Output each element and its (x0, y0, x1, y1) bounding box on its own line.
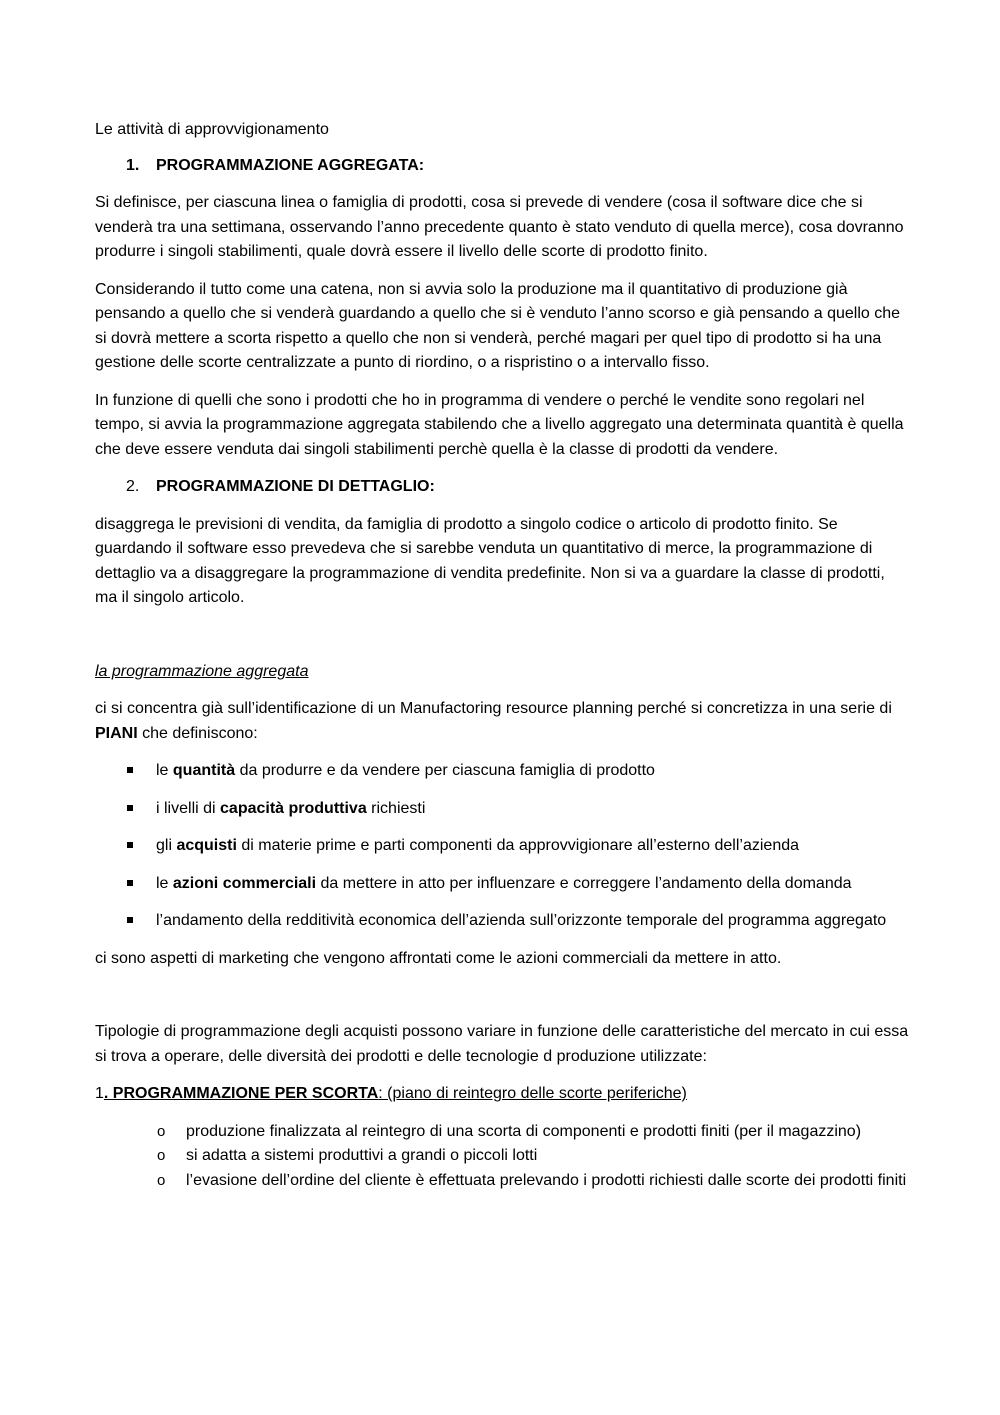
paragraph: Considerando il tutto come una catena, non si avvia solo la produzione ma il quantitativo di produzione già pensando a quello che si venderà guardando a quello che si è venduto l’anno scorso e già pensando a quello che si dovrà mettere a scorta rispetto a quello che non si venderà, perché magari per quel tipo di prodotto si ha una gestione delle scorte centralizzate a punto di riordino, o a rispristino o a intervallo fisso. (95, 280, 901, 371)
heading-number: 2. (126, 478, 140, 495)
heading-programmazione-dettaglio (95, 475, 910, 500)
bold-run: PIANI (95, 724, 138, 742)
paragraph (95, 697, 910, 746)
plans-list (95, 759, 910, 934)
scorta-list (95, 1120, 910, 1194)
section-title: la programmazione aggregata (95, 662, 309, 680)
text-run: che definiscono: (137, 724, 258, 742)
paragraph: Tipologie di programmazione degli acquisti possono variare in funzione delle caratteristiche del mercato in cui essa si trova a operare, delle diversità dei prodotti e delle tecnologie d produzione utilizzate: (95, 1023, 909, 1065)
text-run: ci si concentra già sull’identificazione di un Manufactoring resource planning perché si concretizza in una serie di (95, 700, 892, 717)
document-title: Le attività di approvvigionamento (95, 121, 329, 138)
heading-text: PROGRAMMAZIONE AGGREGATA: (156, 156, 425, 174)
paragraph: In funzione di quelli che sono i prodotti che ho in programma di vendere o perché le vendite sono regolari nel tempo, si avvia la programmazione aggregata stabilendo che a livello aggregato una determinata quantità è quella che deve essere venduta dai singoli stabilimenti perchè quella è la classe di prodotti da vendere. (95, 391, 904, 458)
list-item: o produzione finalizzata al reintegro di una scorta di componenti e prodotti finiti (per il magazzino) (95, 1120, 910, 1145)
list-item: le azioni commerciali da mettere in atto per influenzare e correggere l’andamento della domanda (95, 872, 910, 897)
list-item: gli acquisti di materie prime e parti componenti da approvvigionare all’esterno dell’azienda (95, 834, 910, 859)
list-item: le quantità da produrre e da vendere per ciascuna famiglia di prodotto (95, 759, 910, 784)
heading-programmazione-aggregata (95, 154, 910, 179)
paragraph: Si definisce, per ciascuna linea o famiglia di prodotti, cosa si prevede di vendere (cosa il software dice che si venderà tra una settimana, osservando l’anno precedente quanto è stato venduto di quella merce), cosa dovranno produrre i singoli stabilimenti, quale dovrà essere il livello delle scorte di prodotto finito. (95, 194, 904, 260)
heading-programmazione-scorta: 1. PROGRAMMAZIONE PER SCORTA: (piano di reintegro delle scorte periferiche) (95, 1085, 687, 1102)
list-item: o l’evasione dell’ordine del cliente è effettuata prelevando i prodotti richiesti dalle scorte dei prodotti finiti (95, 1169, 910, 1194)
list-item: i livelli di capacità produttiva richiesti (95, 797, 910, 822)
heading-number: 1. (126, 156, 140, 174)
paragraph: disaggrega le previsioni di vendita, da famiglia di prodotto a singolo codice o articolo di prodotto finito. Se guardando il software esso prevedeva che si sarebbe venduta un quantitativo di merce, la programmazione di dettaglio va a disaggregare la programmazione di vendita predefinite. Non si va a guardare la classe di prodotti, ma il singolo articolo. (95, 515, 885, 606)
paragraph: ci sono aspetti di marketing che vengono affrontati come le azioni commerciali da mettere in atto. (95, 949, 782, 967)
heading-text: PROGRAMMAZIONE DI DETTAGLIO: (156, 478, 435, 495)
list-item: l’andamento della redditività economica dell’azienda sull’orizzonte temporale del programma aggregato (95, 909, 910, 934)
list-item: o si adatta a sistemi produttivi a grandi o piccoli lotti (95, 1144, 910, 1169)
document-page (95, 118, 910, 1206)
